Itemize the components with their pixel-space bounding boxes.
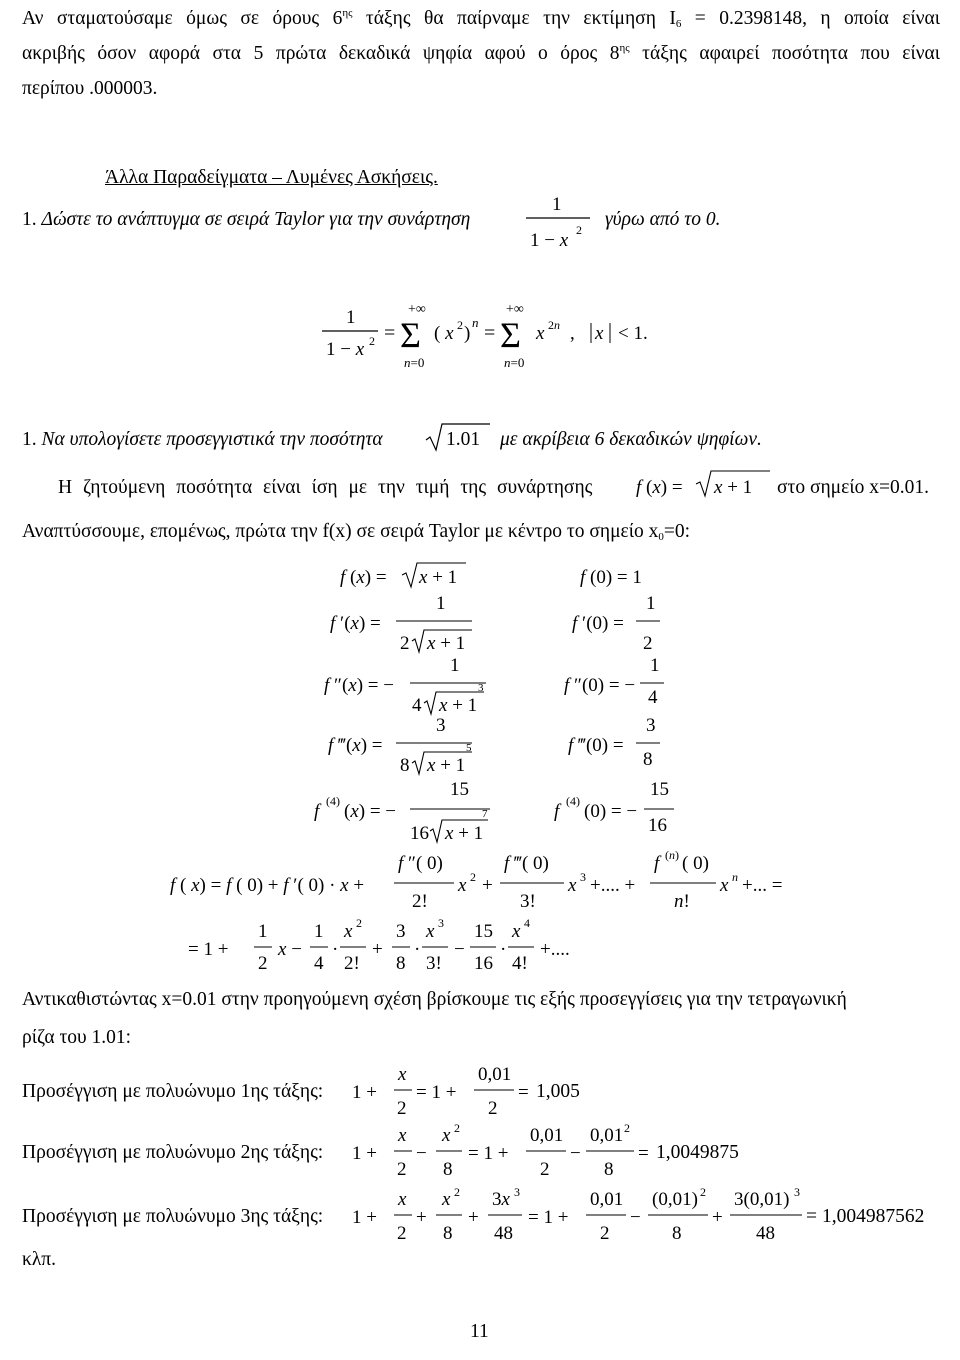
svg-text:1: 1 [646,593,656,614]
svg-text:< 1.: < 1. [618,323,648,344]
svg-text:=: = [384,322,396,344]
svg-text:x: x [458,875,467,896]
approximation-2-formula [350,1123,650,1183]
svg-text:2: 2 [258,953,268,974]
svg-text:48: 48 [494,1223,513,1244]
svg-text:2: 2 [397,1223,407,1244]
derivative-row-2 [324,655,664,716]
svg-text:3!: 3! [520,891,536,912]
svg-text:=: = [638,1143,649,1164]
svg-text:2: 2 [400,633,410,654]
svg-text:1 +: 1 + [352,1082,377,1103]
svg-text:3: 3 [794,1187,800,1199]
svg-text:(0) = −: (0) = − [584,801,638,822]
svg-text:( x: ( x [434,323,454,344]
svg-text:f ( x) = f ( 0) + f ′( 0) · x: f ( x) = f ( 0) + f ′( 0) · x + [170,875,365,896]
svg-text:1: 1 [258,921,268,942]
svg-text:3: 3 [580,870,586,884]
svg-text:8: 8 [672,1223,682,1244]
svg-text:1: 1 [450,655,460,676]
svg-text:−: − [454,939,465,960]
svg-text:(x) = −: (x) = − [344,801,397,822]
svg-text:x: x [398,1189,407,1210]
svg-text:+....: +.... [540,939,570,960]
svg-text:1 − x: 1 − x [530,230,569,251]
svg-text:x: x [398,1064,407,1085]
svg-text:( 0): ( 0) [682,853,709,874]
svg-text:2: 2 [454,1187,460,1199]
svg-text:x: x [512,921,521,942]
svg-text:x −: x − [278,939,302,960]
approximation-3-label: Προσέγγιση με πολυώνυμο 3ης τάξης: [22,1206,324,1227]
svg-text:0,01: 0,01 [530,1125,564,1146]
svg-text:3!: 3! [426,953,442,974]
svg-text:·: · [414,939,421,960]
svg-text:f ″(0) = −: f ″(0) = − [564,675,636,696]
svg-text:f ‴(0) =: f ‴(0) = [568,735,624,756]
page-number: 11 [470,1321,489,1342]
svg-text:n=0: n=0 [504,355,525,370]
svg-text:n!: n! [674,891,690,912]
svg-text:2: 2 [397,1098,407,1119]
svg-text:−: − [416,1143,427,1164]
svg-text:3: 3 [646,715,656,736]
approximation-3-formula [350,1187,820,1247]
derivative-row-3 [328,715,660,776]
svg-text:2: 2 [454,1123,460,1135]
derivative-row-0 [340,563,642,588]
svg-text:+: + [468,1207,479,1228]
paragraph-line-3: περίπου .000003. [22,78,158,99]
svg-text:(4): (4) [326,794,340,808]
approximation-3-result: 1,004987562 [822,1206,925,1227]
svg-text:= 1 +: = 1 + [188,939,229,960]
svg-text:=: = [484,322,496,344]
svg-text:3: 3 [438,916,444,930]
svg-text:= 1 +: = 1 + [468,1143,509,1164]
exercise-2-statement-end: στο σημείο x=0.01. [777,477,929,498]
svg-text:f ′(x) =: f ′(x) = [330,613,381,634]
svg-text:x: x [442,1189,451,1210]
svg-text:x + 1: x + 1 [427,633,466,654]
section-heading: Άλλα Παραδείγματα – Λυμένες Ασκήσεις. [105,167,438,188]
svg-text:x + 1: x + 1 [714,477,753,498]
svg-text:f ‴( 0): f ‴( 0) [504,853,549,874]
svg-text:x: x [398,1125,407,1146]
svg-text:+: + [372,939,383,960]
approximation-3-equals: = [806,1206,817,1227]
svg-text:1 +: 1 + [352,1207,377,1228]
svg-text:2: 2 [643,633,653,654]
function-definition [632,466,772,506]
svg-text:= 1 +: = 1 + [416,1082,457,1103]
svg-text:1: 1 [436,593,446,614]
svg-text:2: 2 [457,318,463,332]
derivative-row-1 [330,593,660,654]
paragraph-line-2: ακριβής όσον αφορά στα 5 πρώτα δεκαδικά ψηφία αφού ο όρος $8^{\eta\varsigma}$ τάξης αφαιρεί ποσότητα που είναι [22,42,940,64]
svg-text:0,01: 0,01 [590,1189,624,1210]
svg-text:16: 16 [648,815,667,836]
svg-text:2: 2 [600,1223,610,1244]
svg-text:+: + [712,1207,723,1228]
svg-text:8: 8 [443,1159,453,1180]
approximation-2-result: 1,0049875 [656,1142,739,1163]
svg-text:2n: 2n [548,318,560,332]
svg-text:x: x [426,921,435,942]
svg-text:−: − [630,1207,641,1228]
svg-text:): ) [464,323,471,344]
closing-text: κλπ. [22,1249,57,1270]
svg-text:8: 8 [643,749,653,770]
svg-text:f ′(0) =: f ′(0) = [572,613,624,634]
svg-text:8: 8 [604,1159,614,1180]
svg-text:15: 15 [450,779,469,800]
svg-text:1: 1 [650,655,660,676]
svg-text:x: x [536,323,545,344]
svg-text:x: x [595,323,604,344]
svg-text:1: 1 [314,921,324,942]
svg-text:,: , [570,323,575,344]
svg-text:4: 4 [648,687,658,708]
svg-text:0,01: 0,01 [478,1064,512,1085]
svg-text:2: 2 [488,1098,498,1119]
svg-text:15: 15 [474,921,493,942]
svg-text:8: 8 [396,953,406,974]
derivative-row-4 [314,779,674,844]
svg-text:3(0,01): 3(0,01) [734,1189,790,1210]
svg-text:+∞: +∞ [506,302,524,317]
svg-text:4: 4 [412,695,422,716]
svg-text:3: 3 [478,682,484,694]
svg-text:x + 1: x + 1 [419,567,458,588]
svg-text:f: f [554,801,560,822]
svg-text:2: 2 [700,1187,706,1199]
derivatives-table [300,555,700,855]
svg-text:3x: 3x [492,1189,510,1210]
svg-text:f: f [314,801,320,822]
substitution-line-2: ρίζα του 1.01: [22,1027,132,1048]
svg-text:4: 4 [524,916,530,930]
exercise-2-prompt: 1. Να υπολογίσετε προσεγγιστικά την ποσότητα [22,429,383,450]
exercise-2-expansion-intro: Αναπτύσσουμε, επομένως, πρώτα την f(x) σε σειρά Taylor με κέντρο το σημείο $x_0=0$: [22,521,691,543]
svg-text:·: · [500,939,507,960]
svg-text:+.... +: +.... + [590,875,636,896]
svg-text:x: x [568,875,577,896]
svg-text:f: f [654,853,660,874]
svg-text:1 +: 1 + [352,1143,377,1164]
svg-text:3: 3 [436,715,446,736]
svg-text:16: 16 [410,823,429,844]
svg-text:+: + [482,875,493,896]
svg-text:4!: 4! [512,953,528,974]
svg-text:0,01: 0,01 [590,1125,624,1146]
svg-text:+∞: +∞ [408,302,426,317]
exercise-2-prompt-end: με ακρίβεια 6 δεκαδικών ψηφίων. [500,429,762,450]
exercise-2-radicand: 1.01 [446,429,481,450]
svg-text:3: 3 [514,1187,520,1199]
svg-text:+... =: +... = [742,875,783,896]
svg-text:x: x [442,1125,451,1146]
svg-text:+: + [416,1207,427,1228]
svg-text:f ″( 0): f ″( 0) [398,853,443,874]
svg-text:4: 4 [314,953,324,974]
svg-text:15: 15 [650,779,669,800]
svg-text:x + 1: x + 1 [445,823,484,844]
exercise-1-prompt: 1. Δώστε το ανάπτυγμα σε σειρά Taylor για την συνάρτηση [22,209,471,230]
svg-text:x + 1: x + 1 [439,695,478,716]
svg-text:·: · [332,939,339,960]
svg-text:Σ: Σ [400,315,421,355]
approximation-1-label: Προσέγγιση με πολυώνυμο 1ης τάξης: [22,1081,324,1102]
exercise-1-prompt-end: γύρω από το 0. [605,209,721,230]
svg-text:x + 1: x + 1 [427,755,466,776]
svg-text:2: 2 [540,1159,550,1180]
svg-text:1: 1 [552,194,562,215]
svg-text:(0,01): (0,01) [652,1189,698,1210]
svg-text:n=0: n=0 [404,355,425,370]
svg-text:f (0) = 1: f (0) = 1 [580,567,642,588]
svg-text:f (x) =: f (x) = [636,477,683,498]
svg-text:= 1 +: = 1 + [528,1207,569,1228]
svg-text:x: x [344,921,353,942]
approximation-1-result: 1,005 [536,1081,580,1102]
svg-text:8: 8 [400,755,410,776]
svg-text:f (x) =: f (x) = [340,567,387,588]
svg-text:3: 3 [396,921,406,942]
svg-text:1: 1 [346,307,356,328]
svg-text:7: 7 [482,808,488,820]
svg-text:=: = [518,1082,529,1103]
svg-text:n: n [732,870,738,884]
svg-text:(4): (4) [566,794,580,808]
exercise-2-statement: Η ζητούμενη ποσότητα είναι ίση με την τιμή της συνάρτησης [58,477,593,498]
svg-text:16: 16 [474,953,493,974]
svg-text:f ‴(x) =: f ‴(x) = [328,735,383,756]
approximation-2-label: Προσέγγιση με πολυώνυμο 2ης τάξης: [22,1142,324,1163]
svg-text:2: 2 [397,1159,407,1180]
taylor-expansion-formula [160,845,810,975]
svg-text:−: − [570,1143,581,1164]
svg-text:(n): (n) [665,848,679,862]
svg-text:2: 2 [624,1123,630,1135]
svg-text:x: x [720,875,729,896]
svg-text:48: 48 [756,1223,775,1244]
exercise-1-function-fraction [518,180,598,260]
geometric-series-formula [300,295,660,375]
svg-text:2!: 2! [412,891,428,912]
substitution-line-1: Αντικαθιστώντας x=0.01 στην προηγούμενη σχέση βρίσκουμε τις εξής προσεγγίσεις για την τετραγωνική [22,989,847,1010]
svg-text:1 − x: 1 − x [326,339,365,360]
paragraph-line-1: Αν σταματούσαμε όμως σε όρους $6^{\eta\varsigma}$ τάξης θα παίρναμε την εκτίμηση $I_6 = 0.2398148$, η οποία είναι [22,7,940,30]
svg-text:n: n [472,315,479,330]
svg-text:f ″(x) = −: f ″(x) = − [324,675,394,696]
svg-text:2: 2 [576,223,582,237]
svg-text:8: 8 [443,1223,453,1244]
svg-text:2: 2 [369,334,375,348]
svg-text:5: 5 [466,742,472,754]
svg-text:2: 2 [470,870,476,884]
svg-text:2: 2 [356,916,362,930]
svg-text:2!: 2! [344,953,360,974]
svg-text:Σ: Σ [500,315,521,355]
